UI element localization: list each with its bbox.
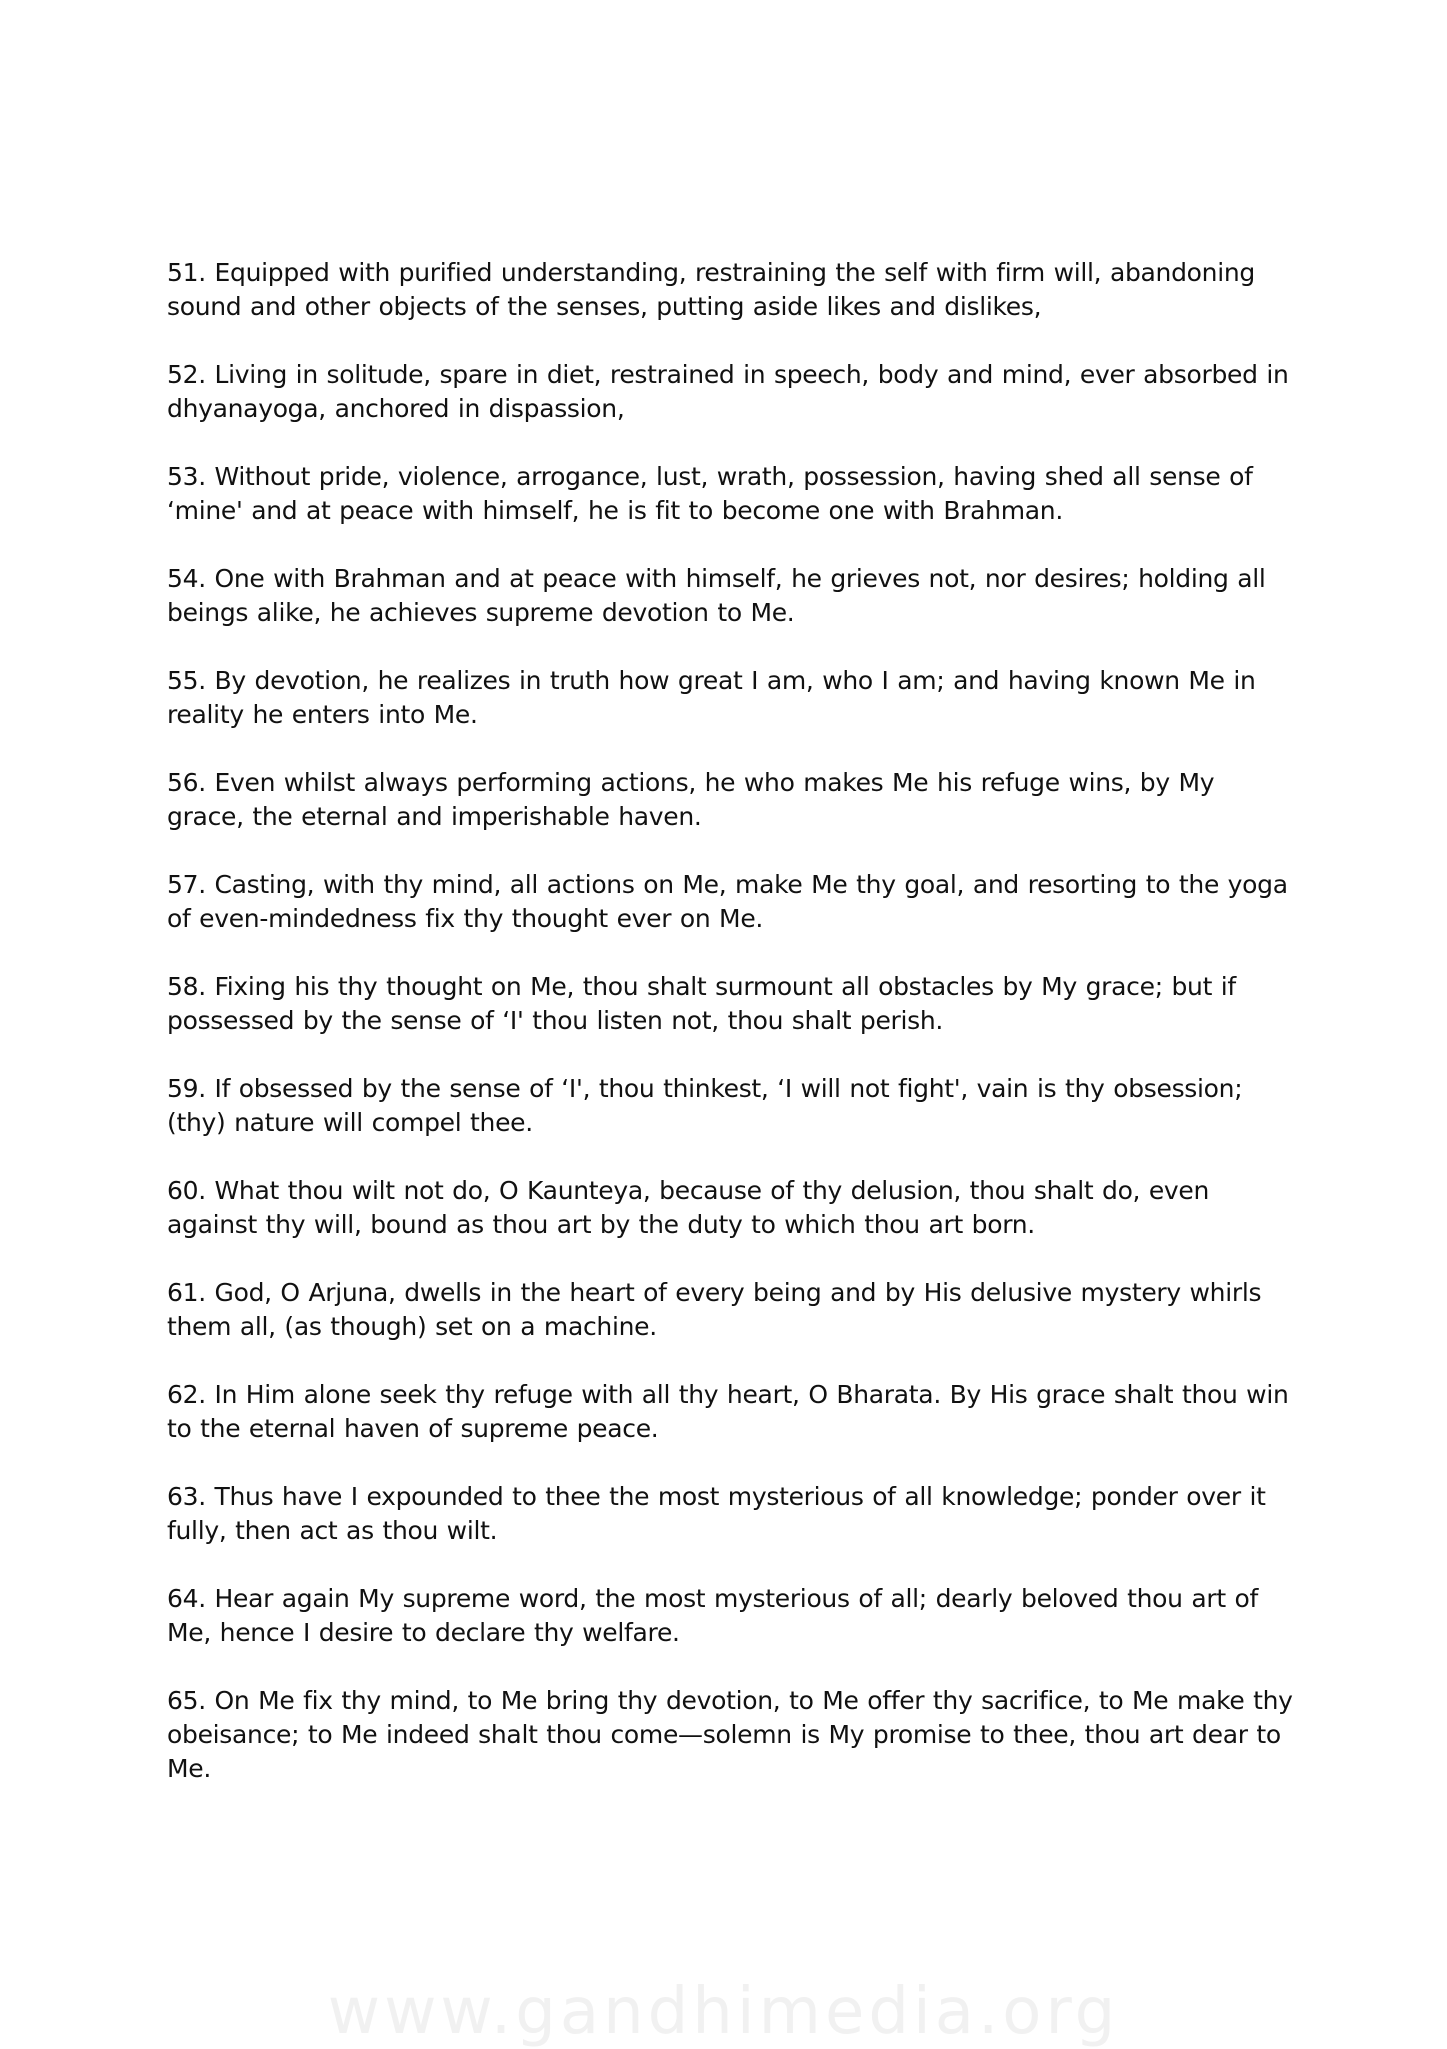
verse-list [167,256,1297,1820]
verse-60: 60. What thou wilt not do, O Kaunteya, because of thy delusion, thou shalt do, even against thy will, bound as thou art by the duty to which thou art born. [167,1176,1210,1239]
watermark: www.gandhimedia.org [327,1975,1120,2049]
verse-58: 58. Fixing his thy thought on Me, thou shalt surmount all obstacles by My grace; but if possessed by the sense of ‘I' thou listen not, thou shalt perish. [167,972,1236,1035]
verse-59: 59. If obsessed by the sense of ‘I', thou thinkest, ‘I will not fight', vain is thy obsession; (thy) nature will compel thee. [167,1074,1243,1137]
verse-54: 54. One with Brahman and at peace with himself, he grieves not, nor desires; holding all beings alike, he achieves supreme devotion to Me. [167,564,1266,627]
verse-61: 61. God, O Arjuna, dwells in the heart of every being and by His delusive mystery whirls them all, (as though) set on a machine. [167,1278,1262,1341]
verse-57: 57. Casting, with thy mind, all actions on Me, make Me thy goal, and resorting to the yoga of even-mindedness fix thy thought ever on Me. [167,870,1288,933]
verse-53: 53. Without pride, violence, arrogance, lust, wrath, possession, having shed all sense of ‘mine' and at peace with himself, he is fit to become one with Brahman. [167,462,1253,525]
verse-55: 55. By devotion, he realizes in truth how great I am, who I am; and having known Me in reality he enters into Me. [167,666,1256,729]
verse-65: 65. On Me fix thy mind, to Me bring thy devotion, to Me offer thy sacrifice, to Me make thy obeisance; to Me indeed shalt thou come—solemn is My promise to thee, thou art dear to Me. [167,1686,1293,1783]
verse-62: 62. In Him alone seek thy refuge with all thy heart, O Bharata. By His grace shalt thou win to the eternal haven of supreme peace. [167,1380,1289,1443]
verse-64: 64. Hear again My supreme word, the most mysterious of all; dearly beloved thou art of Me, hence I desire to declare thy welfare. [167,1584,1258,1647]
verse-63: 63. Thus have I expounded to thee the most mysterious of all knowledge; ponder over it fully, then act as thou wilt. [167,1482,1266,1545]
verse-52: 52. Living in solitude, spare in diet, restrained in speech, body and mind, ever absorbed in dhyanayoga, anchored in dispassion, [167,360,1289,423]
verse-56: 56. Even whilst always performing actions, he who makes Me his refuge wins, by My grace, the eternal and imperishable haven. [167,768,1215,831]
verse-51: 51. Equipped with purified understanding, restraining the self with firm will, abandoning sound and other objects of the senses, putting aside likes and dislikes, [167,258,1255,321]
